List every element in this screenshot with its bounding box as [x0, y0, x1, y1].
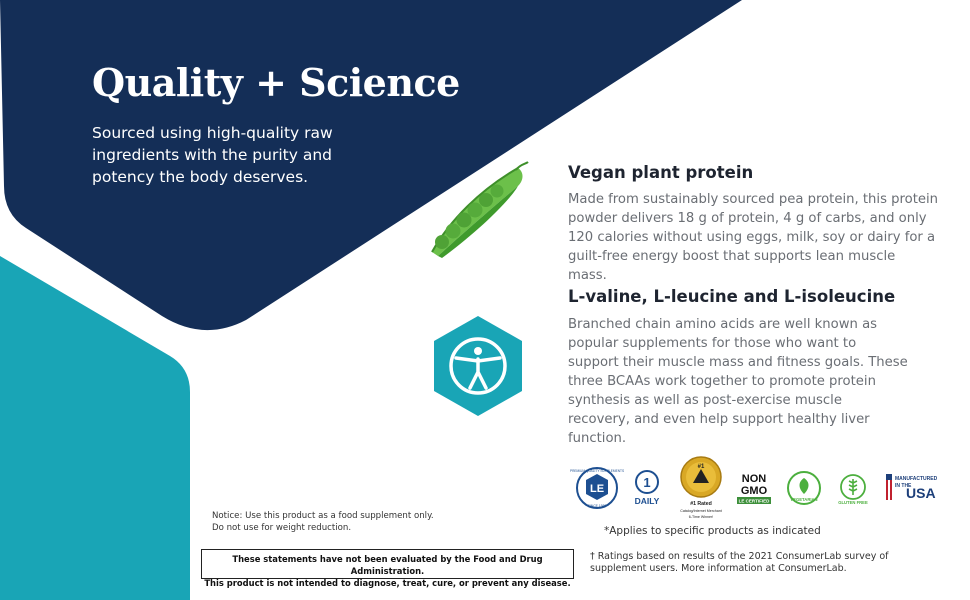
fda-disclaimer-box — [201, 549, 574, 588]
svg-text:LE CERTIFIED: LE CERTIFIED — [738, 498, 770, 504]
non-gmo-badge-icon — [734, 470, 774, 506]
svg-text:DAILY: DAILY — [634, 496, 660, 506]
page-title: Quality + Science — [92, 60, 460, 105]
made-in-usa-badge-icon — [884, 472, 946, 504]
svg-text:1: 1 — [643, 475, 651, 490]
feature-title: Vegan plant protein — [568, 163, 754, 182]
svg-text:LE: LE — [589, 483, 605, 495]
svg-text:VEGETARIAN: VEGETARIAN — [790, 497, 818, 502]
notice-line: Do not use for weight reduction. — [212, 523, 352, 533]
notice-line: Notice: Use this product as a food supplement only. — [212, 511, 434, 521]
ratings-line: supplement users. More information at ConsumerLab. — [590, 563, 847, 574]
number-one-rated-medal-icon — [674, 455, 728, 525]
feature-description: Branched chain amino acids are well known as popular supplements for those who want to support their muscle mass and fitness goals. These three BCAAs work together to promote protein synthesis as well as post-exercise muscle recovery, and even help support healthy liver function. — [568, 317, 908, 446]
gluten-free-badge-icon — [836, 472, 870, 506]
svg-text:GMO: GMO — [740, 485, 768, 497]
svg-text:#1: #1 — [697, 464, 705, 470]
hero-subtitle: Sourced using high-quality raw ingredients with the purity and potency the body deserves. — [92, 124, 333, 186]
le-quality-badge-icon — [569, 464, 625, 512]
svg-text:NON: NON — [741, 473, 767, 485]
supplement-notice — [212, 510, 434, 534]
svg-text:MANUFACTURED: MANUFACTURED — [895, 476, 938, 482]
svg-text:#1 Rated: #1 Rated — [690, 501, 712, 507]
svg-text:USA: USA — [906, 485, 936, 501]
svg-text:SINCE 1980: SINCE 1980 — [587, 504, 607, 508]
svg-text:6-Time Winner!: 6-Time Winner! — [688, 515, 714, 519]
fda-line: This product is not intended to diagnose, treat, cure, or prevent any disease. — [204, 578, 571, 588]
svg-text:PREMIUM QUALITY SUPPLEMENTS: PREMIUM QUALITY SUPPLEMENTS — [569, 469, 625, 473]
svg-text:IN THE: IN THE — [895, 483, 912, 489]
applies-footnote: *Applies to specific products as indicated — [604, 525, 821, 537]
feature-title: L-valine, L-leucine and L-isoleucine — [568, 287, 896, 306]
pea-pod-icon — [420, 160, 530, 260]
ratings-line: † Ratings based on results of the 2021 ConsumerLab survey of — [590, 551, 889, 562]
ratings-footnote — [590, 551, 930, 575]
vegetarian-badge-icon — [786, 470, 822, 506]
human-figure-hexagon-icon — [432, 314, 524, 418]
feature-description: Made from sustainably sourced pea protein, this protein powder delivers 18 g of protein, 4 g of carbs, and only 120 calories without using eggs, milk, soy or dairy for a guilt-free energy boost that supports lean muscle mass. — [568, 192, 939, 283]
feature-bcaa — [568, 287, 908, 448]
svg-text:GLUTEN FREE: GLUTEN FREE — [838, 500, 868, 505]
svg-text:Catalog/Internet Merchant: Catalog/Internet Merchant — [680, 509, 722, 513]
feature-vegan-protein — [568, 163, 938, 285]
fda-line: These statements have not been evaluated by the Food and Drug Administration. — [232, 554, 543, 576]
one-daily-badge-icon — [630, 468, 668, 508]
